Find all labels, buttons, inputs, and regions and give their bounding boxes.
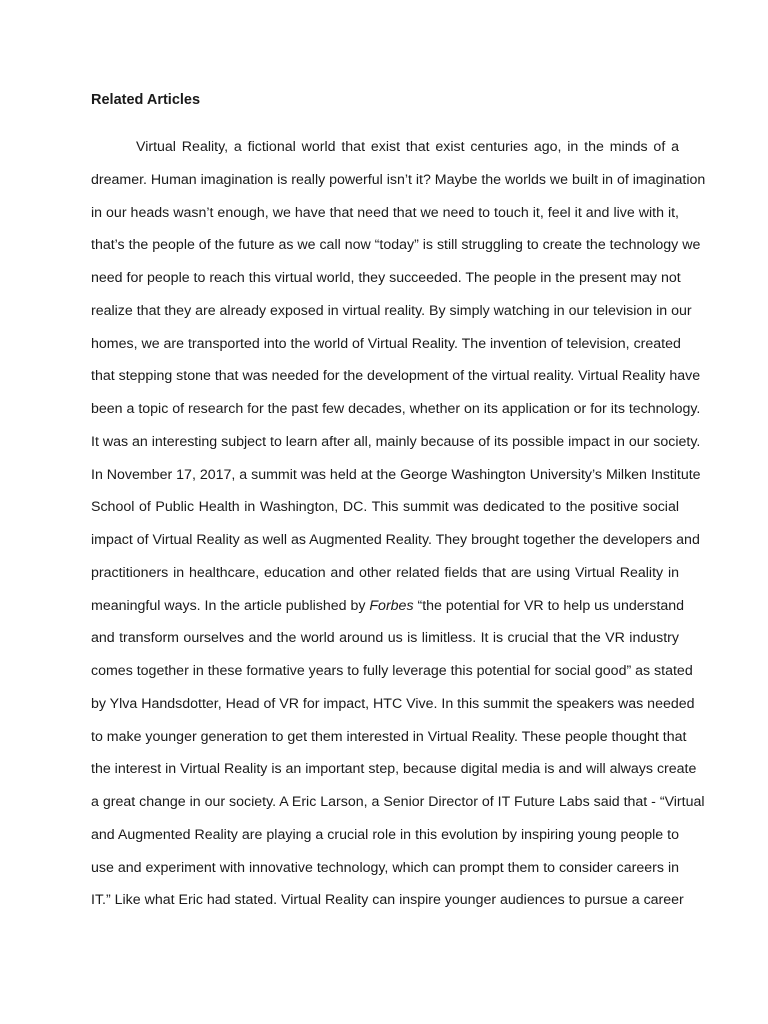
paragraph-line: Virtual Reality, a fictional world that exist that exist centuries ago, in the minds of a: [136, 139, 679, 155]
paragraph-line: practitioners in healthcare, education and other related fields that are using Virtual Reality in: [91, 564, 679, 581]
paragraph-line: realize that they are already exposed in virtual reality. By simply watching in our television in our: [91, 302, 692, 319]
paragraph-line: comes together in these formative years to fully leverage this potential for social good” as stated: [91, 663, 693, 679]
paragraph-line: use and experiment with innovative technology, which can prompt them to consider careers in: [91, 859, 679, 876]
paragraph-line: It was an interesting subject to learn after all, mainly because of its possible impact in our society.: [91, 433, 701, 450]
body-paragraph: [91, 137, 706, 923]
paragraph-line: and Augmented Reality are playing a crucial role in this evolution by inspiring young people to: [91, 826, 679, 843]
paragraph-line: IT.” Like what Eric had stated. Virtual Reality can inspire younger audiences to pursue a career: [91, 892, 684, 909]
paragraph-line: need for people to reach this virtual world, they succeeded. The people in the present may not: [91, 270, 681, 286]
paragraph-line: meaningful ways. In the article published by Forbes “the potential for VR to help us understand: [91, 597, 685, 614]
paragraph-line: School of Public Health in Washington, DC. This summit was dedicated to the positive social: [91, 499, 679, 516]
section-heading: Related Articles: [91, 92, 201, 108]
paragraph-line: homes, we are transported into the world of Virtual Reality. The invention of television, created: [91, 335, 681, 352]
publication-name: Forbes: [369, 597, 414, 614]
paragraph-line: and transform ourselves and the world around us is limitless. It is crucial that the VR industry: [91, 630, 679, 647]
paragraph-line: in our heads wasn’t enough, we have that need that we need to touch it, feel it and live with it,: [91, 204, 679, 221]
paragraph-line: that’s the people of the future as we call now “today” is still struggling to create the technology we: [91, 237, 701, 254]
paragraph-line: by Ylva Handsdotter, Head of VR for impact, HTC Vive. In this summit the speakers was needed: [91, 695, 695, 712]
paragraph-line: dreamer. Human imagination is really powerful isn’t it? Maybe the worlds we built in of imagination: [91, 171, 706, 188]
paragraph-line: to make younger generation to get them interested in Virtual Reality. These people thought that: [91, 728, 687, 745]
paragraph-line: the interest in Virtual Reality is an important step, because digital media is and will always create: [91, 761, 697, 778]
paragraph-line: a great change in our society. A Eric Larson, a Senior Director of IT Future Labs said that - “Virtual: [91, 794, 705, 810]
paragraph-line: that stepping stone that was needed for the development of the virtual reality. Virtual Reality have: [91, 368, 701, 385]
paragraph-line: In November 17, 2017, a summit was held at the George Washington University’s Milken Institute: [91, 466, 701, 483]
paragraph-line: been a topic of research for the past few decades, whether on its application or for its technology.: [91, 401, 701, 417]
paragraph-line: impact of Virtual Reality as well as Augmented Reality. They brought together the developers and: [91, 532, 700, 548]
